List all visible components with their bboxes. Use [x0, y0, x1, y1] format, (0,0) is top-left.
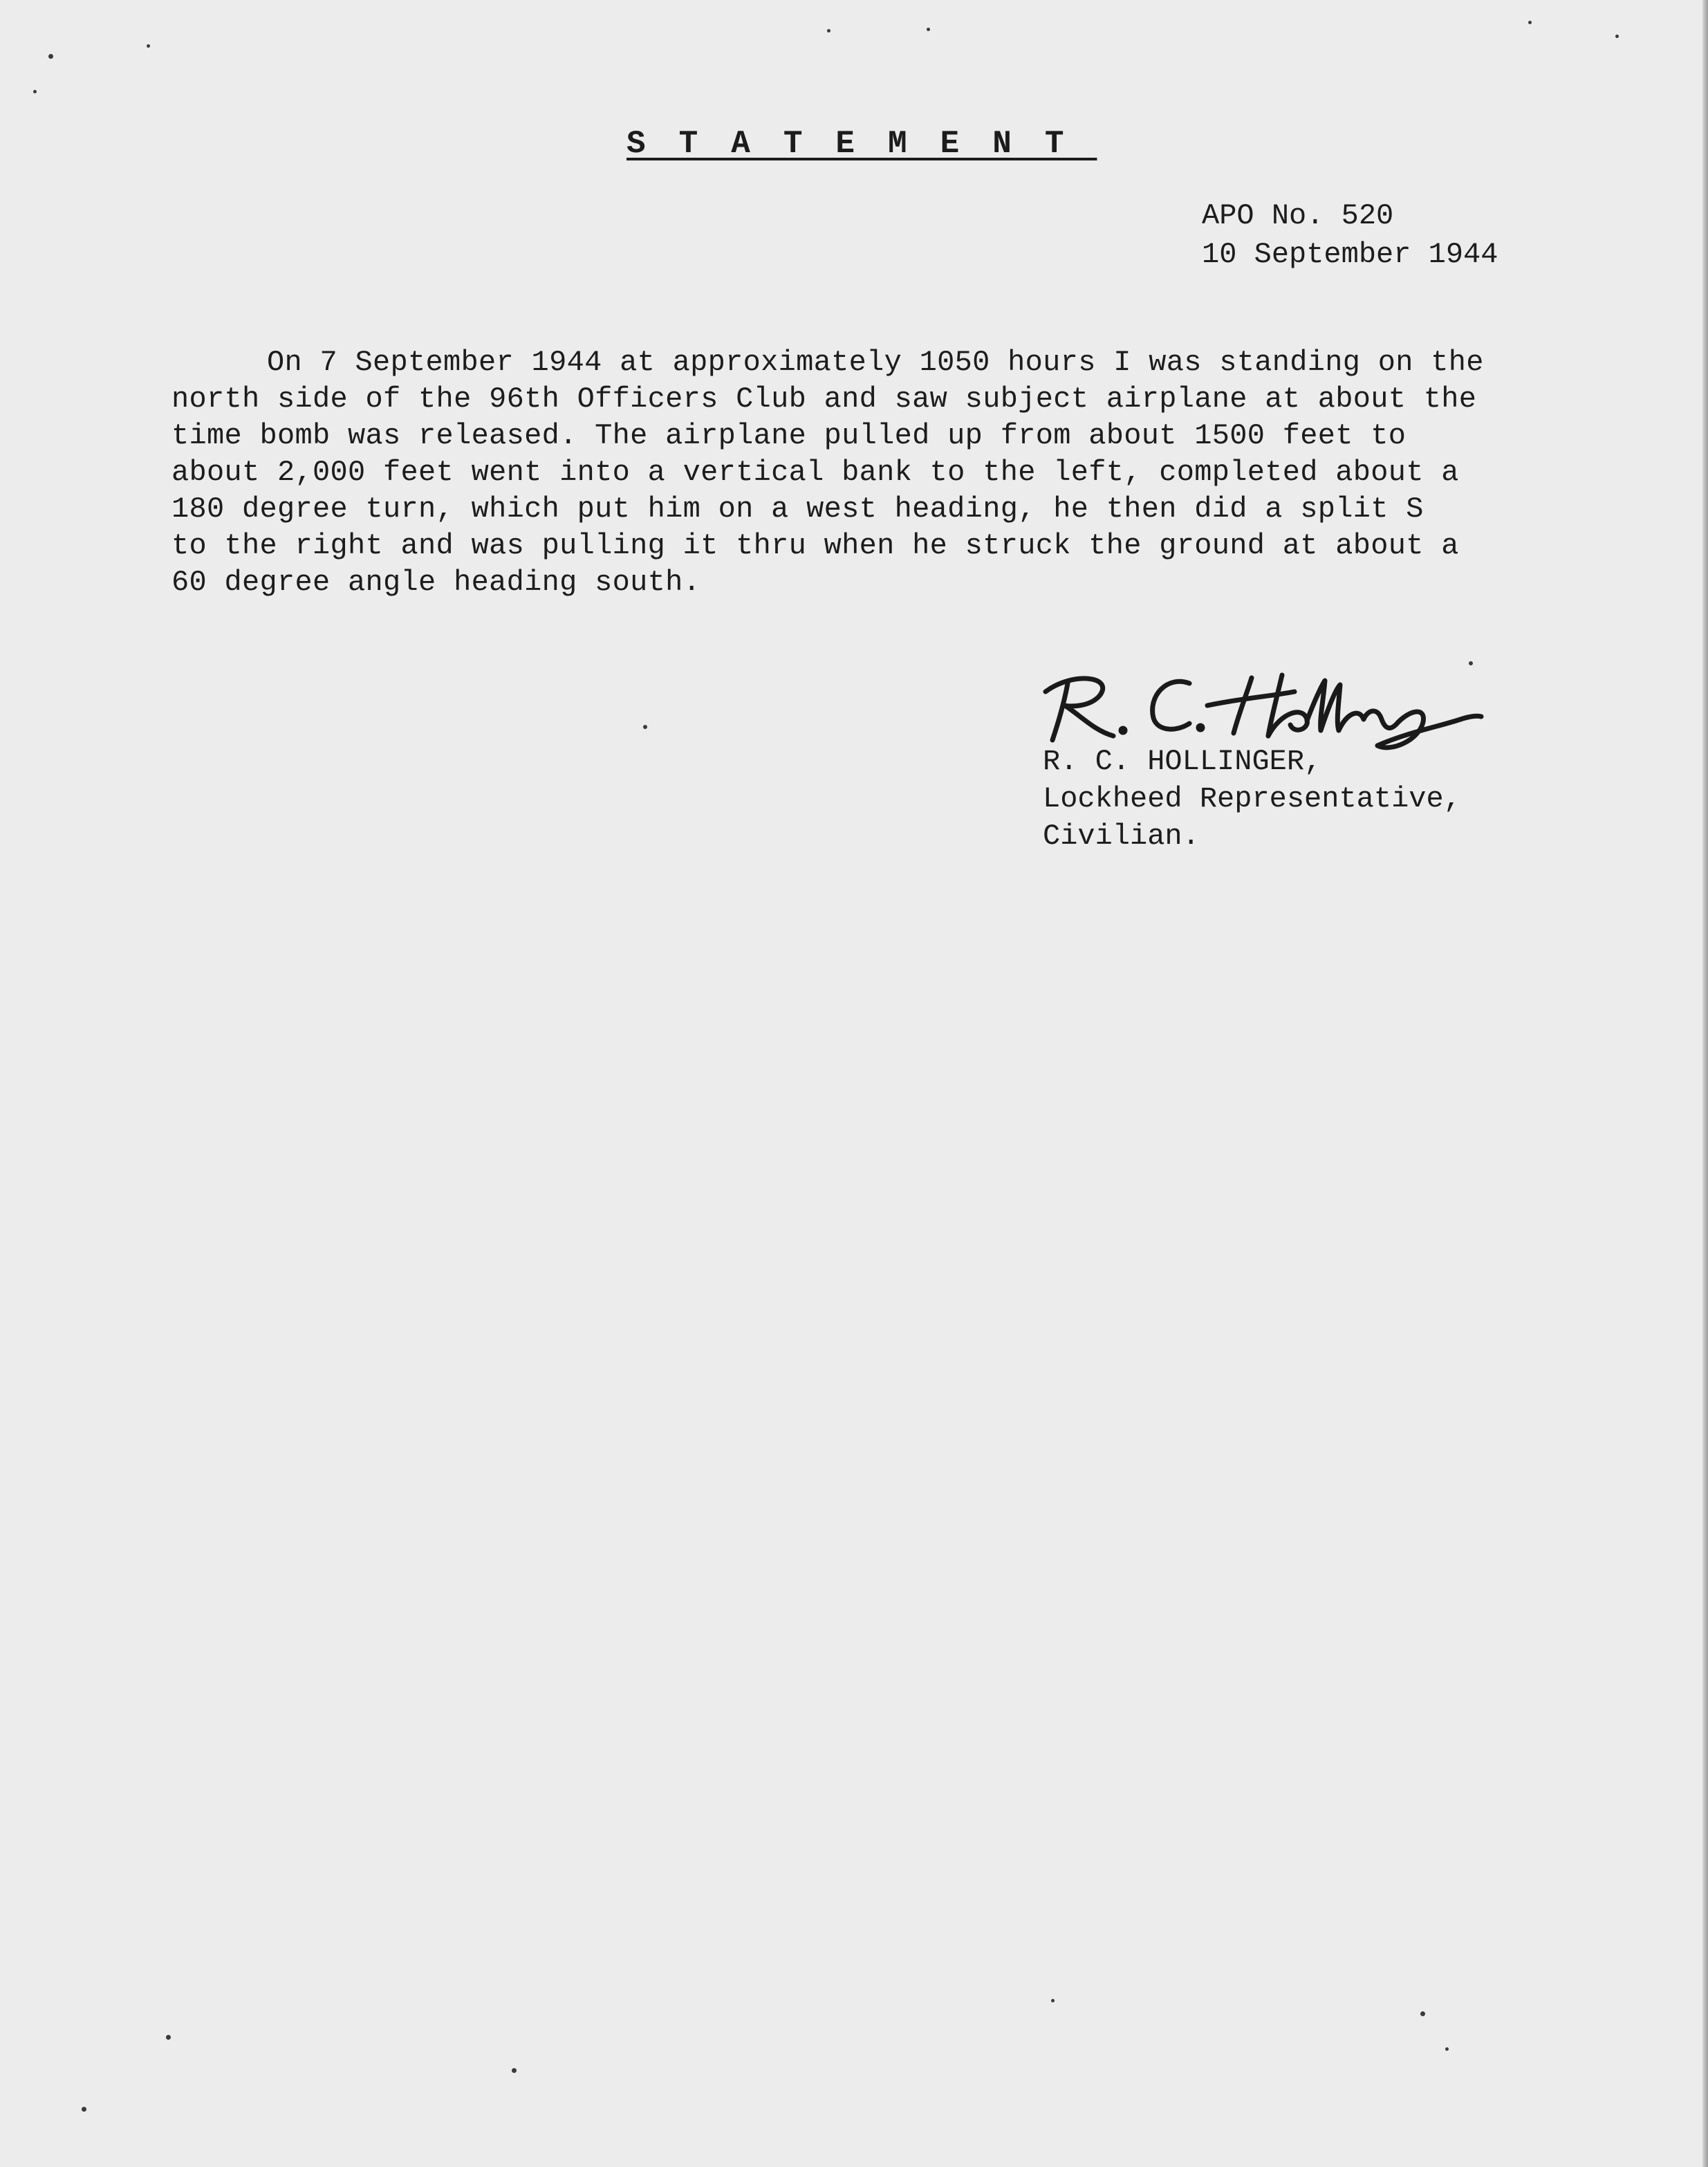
- scan-speck: [1528, 21, 1532, 24]
- statement-body: [171, 344, 1506, 601]
- signer-title: Lockheed Representative,: [1043, 782, 1461, 815]
- document-title: STATEMENT: [626, 126, 1097, 162]
- body-line: 180 degree turn, which put him on a west heading, he then did a split S: [171, 492, 1424, 526]
- apo-number: APO No. 520: [1202, 199, 1394, 232]
- scan-speck: [1615, 35, 1619, 38]
- document-date: 10 September 1944: [1202, 238, 1498, 271]
- signer-status: Civilian.: [1043, 820, 1200, 853]
- scan-speck: [827, 29, 830, 33]
- body-line: to the right and was pulling it thru when he struck the ground at about a: [171, 529, 1459, 562]
- scan-speck: [82, 2107, 86, 2112]
- body-line: On 7 September 1944 at approximately 1050 hours I was standing on the: [267, 346, 1484, 379]
- scan-speck: [33, 90, 37, 93]
- page-edge-shadow: [1702, 0, 1708, 2167]
- scan-speck: [1445, 2047, 1449, 2051]
- handwritten-signature: [1032, 664, 1488, 754]
- scan-speck: [927, 28, 930, 31]
- scan-speck: [1051, 1999, 1055, 2002]
- scan-speck: [166, 2035, 171, 2040]
- scan-speck: [48, 54, 53, 59]
- scan-speck: [1420, 2011, 1425, 2016]
- scan-speck: [643, 725, 647, 729]
- body-line: 60 degree angle heading south.: [171, 566, 701, 599]
- scan-speck: [512, 2068, 517, 2073]
- body-line: time bomb was released. The airplane pulled up from about 1500 feet to: [171, 419, 1407, 452]
- scan-speck: [147, 44, 150, 48]
- date-block: [1202, 196, 1498, 274]
- body-line: about 2,000 feet went into a vertical bank to the left, completed about a: [171, 456, 1459, 489]
- body-line: north side of the 96th Officers Club and saw subject airplane at about the: [171, 382, 1477, 416]
- signature-block: [1043, 743, 1461, 855]
- signer-name: R. C. HOLLINGER,: [1043, 745, 1322, 778]
